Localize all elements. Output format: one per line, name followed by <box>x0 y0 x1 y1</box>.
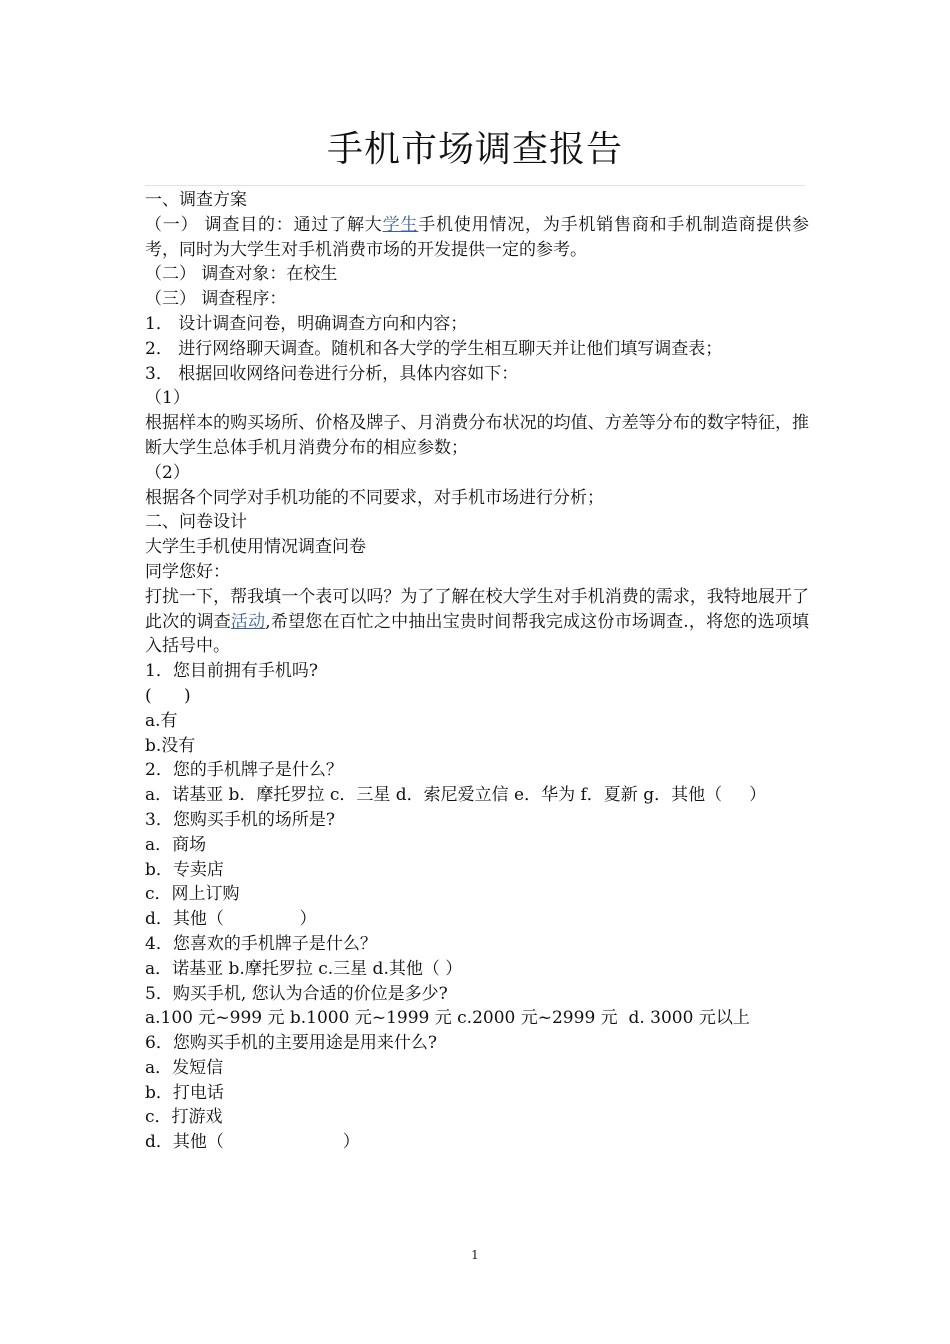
procedure-step-1: 1． 设计调查问卷，明确调查方向和内容； <box>145 313 468 334</box>
intro-text-end: ,希望您在百忙之中抽出宝贵时间帮我完成这份市场调查.，将您的选项填入括号中。 <box>145 611 810 657</box>
question-1-option-a: a.有 <box>145 710 178 731</box>
section-heading-plan: 一、调查方案 <box>145 190 247 210</box>
document-body <box>145 188 809 1155</box>
sub-item-2-text: 根据各个同学对手机功能的不同要求，对手机市场进行分析； <box>145 487 604 508</box>
activity-link[interactable]: 活动 <box>230 611 266 632</box>
question-6-option-a: a．发短信 <box>145 1057 224 1078</box>
page-number: 1 <box>471 1248 479 1262</box>
question-6-option-d: d．其他（ ） <box>145 1132 360 1153</box>
intro-text-start: 打扰一下，帮我填一个表可以吗？为了了解在校大学生对手机消费的需求，我特地展开了此次的调查 <box>145 586 809 632</box>
question-5-options: a.100 元~999 元 b.1000 元~1999 元 c.2000 元~2999 元 d. 3000 元以上 <box>145 1008 750 1029</box>
sub-item-1-label: （1） <box>145 388 190 409</box>
survey-object: （二） 调查对象：在校生 <box>145 264 338 285</box>
question-3-option-b: b．专卖店 <box>145 859 224 880</box>
question-3-option-c: c．网上订购 <box>145 884 240 905</box>
title-divider <box>145 185 805 186</box>
question-1-option-b: b.没有 <box>145 735 196 756</box>
question-3-option-d: d．其他（ ） <box>145 909 317 930</box>
question-6: 6．您购买手机的主要用途是用来什么? <box>145 1033 437 1054</box>
question-3: 3．您购买手机的场所是? <box>145 809 335 830</box>
sub-item-1-text: 根据样本的购买场所、价格及牌子、月消费分布状况的均值、方差等分布的数字特征，推断大学生总体手机月消费分布的相应参数； <box>145 413 809 458</box>
purpose-text-end: 手机使用情况，为手机销售商和手机制造商提供参考，同时为大学生对手机消费市场的开发提供一定的参考。 <box>145 214 810 260</box>
survey-purpose <box>145 213 809 263</box>
question-5: 5．购买手机, 您认为合适的价位是多少? <box>145 983 448 1004</box>
question-1-blank: ( ) <box>145 685 191 706</box>
procedure-step-3: 3． 根据回收网络问卷进行分析，具体内容如下： <box>145 363 519 384</box>
procedure-step-2: 2． 进行网络聊天调查。随机和各大学的学生相互聊天并让他们填写调查表； <box>145 338 723 359</box>
question-2-options: a．诺基亚 b．摩托罗拉 c．三星 d．索尼爱立信 e．华为 f．夏新 g．其他（ ） <box>145 785 767 806</box>
survey-procedure: （三） 调查程序： <box>145 289 287 310</box>
intro-paragraph <box>145 585 809 659</box>
question-4: 4．您喜欢的手机牌子是什么？ <box>145 933 377 954</box>
question-6-option-b: b．打电话 <box>145 1082 224 1103</box>
question-6-option-c: c．打游戏 <box>145 1107 223 1128</box>
purpose-text-start: （一） 调查目的：通过了解大 <box>145 214 383 235</box>
question-2: 2．您的手机牌子是什么？ <box>145 760 343 781</box>
questionnaire-title: 大学生手机使用情况调查问卷 <box>145 537 366 558</box>
greeting: 同学您好： <box>145 561 230 582</box>
sub-item-2-label: （2） <box>145 462 190 483</box>
question-3-option-a: a．商场 <box>145 834 207 855</box>
question-1: 1．您目前拥有手机吗? <box>145 661 318 682</box>
page-title: 手机市场调查报告 <box>326 129 623 170</box>
question-4-options: a．诺基亚 b.摩托罗拉 c.三星 d.其他（ ） <box>145 958 463 979</box>
student-link[interactable]: 学生 <box>382 214 419 235</box>
section-heading-questionnaire: 二、问卷设计 <box>145 512 247 533</box>
